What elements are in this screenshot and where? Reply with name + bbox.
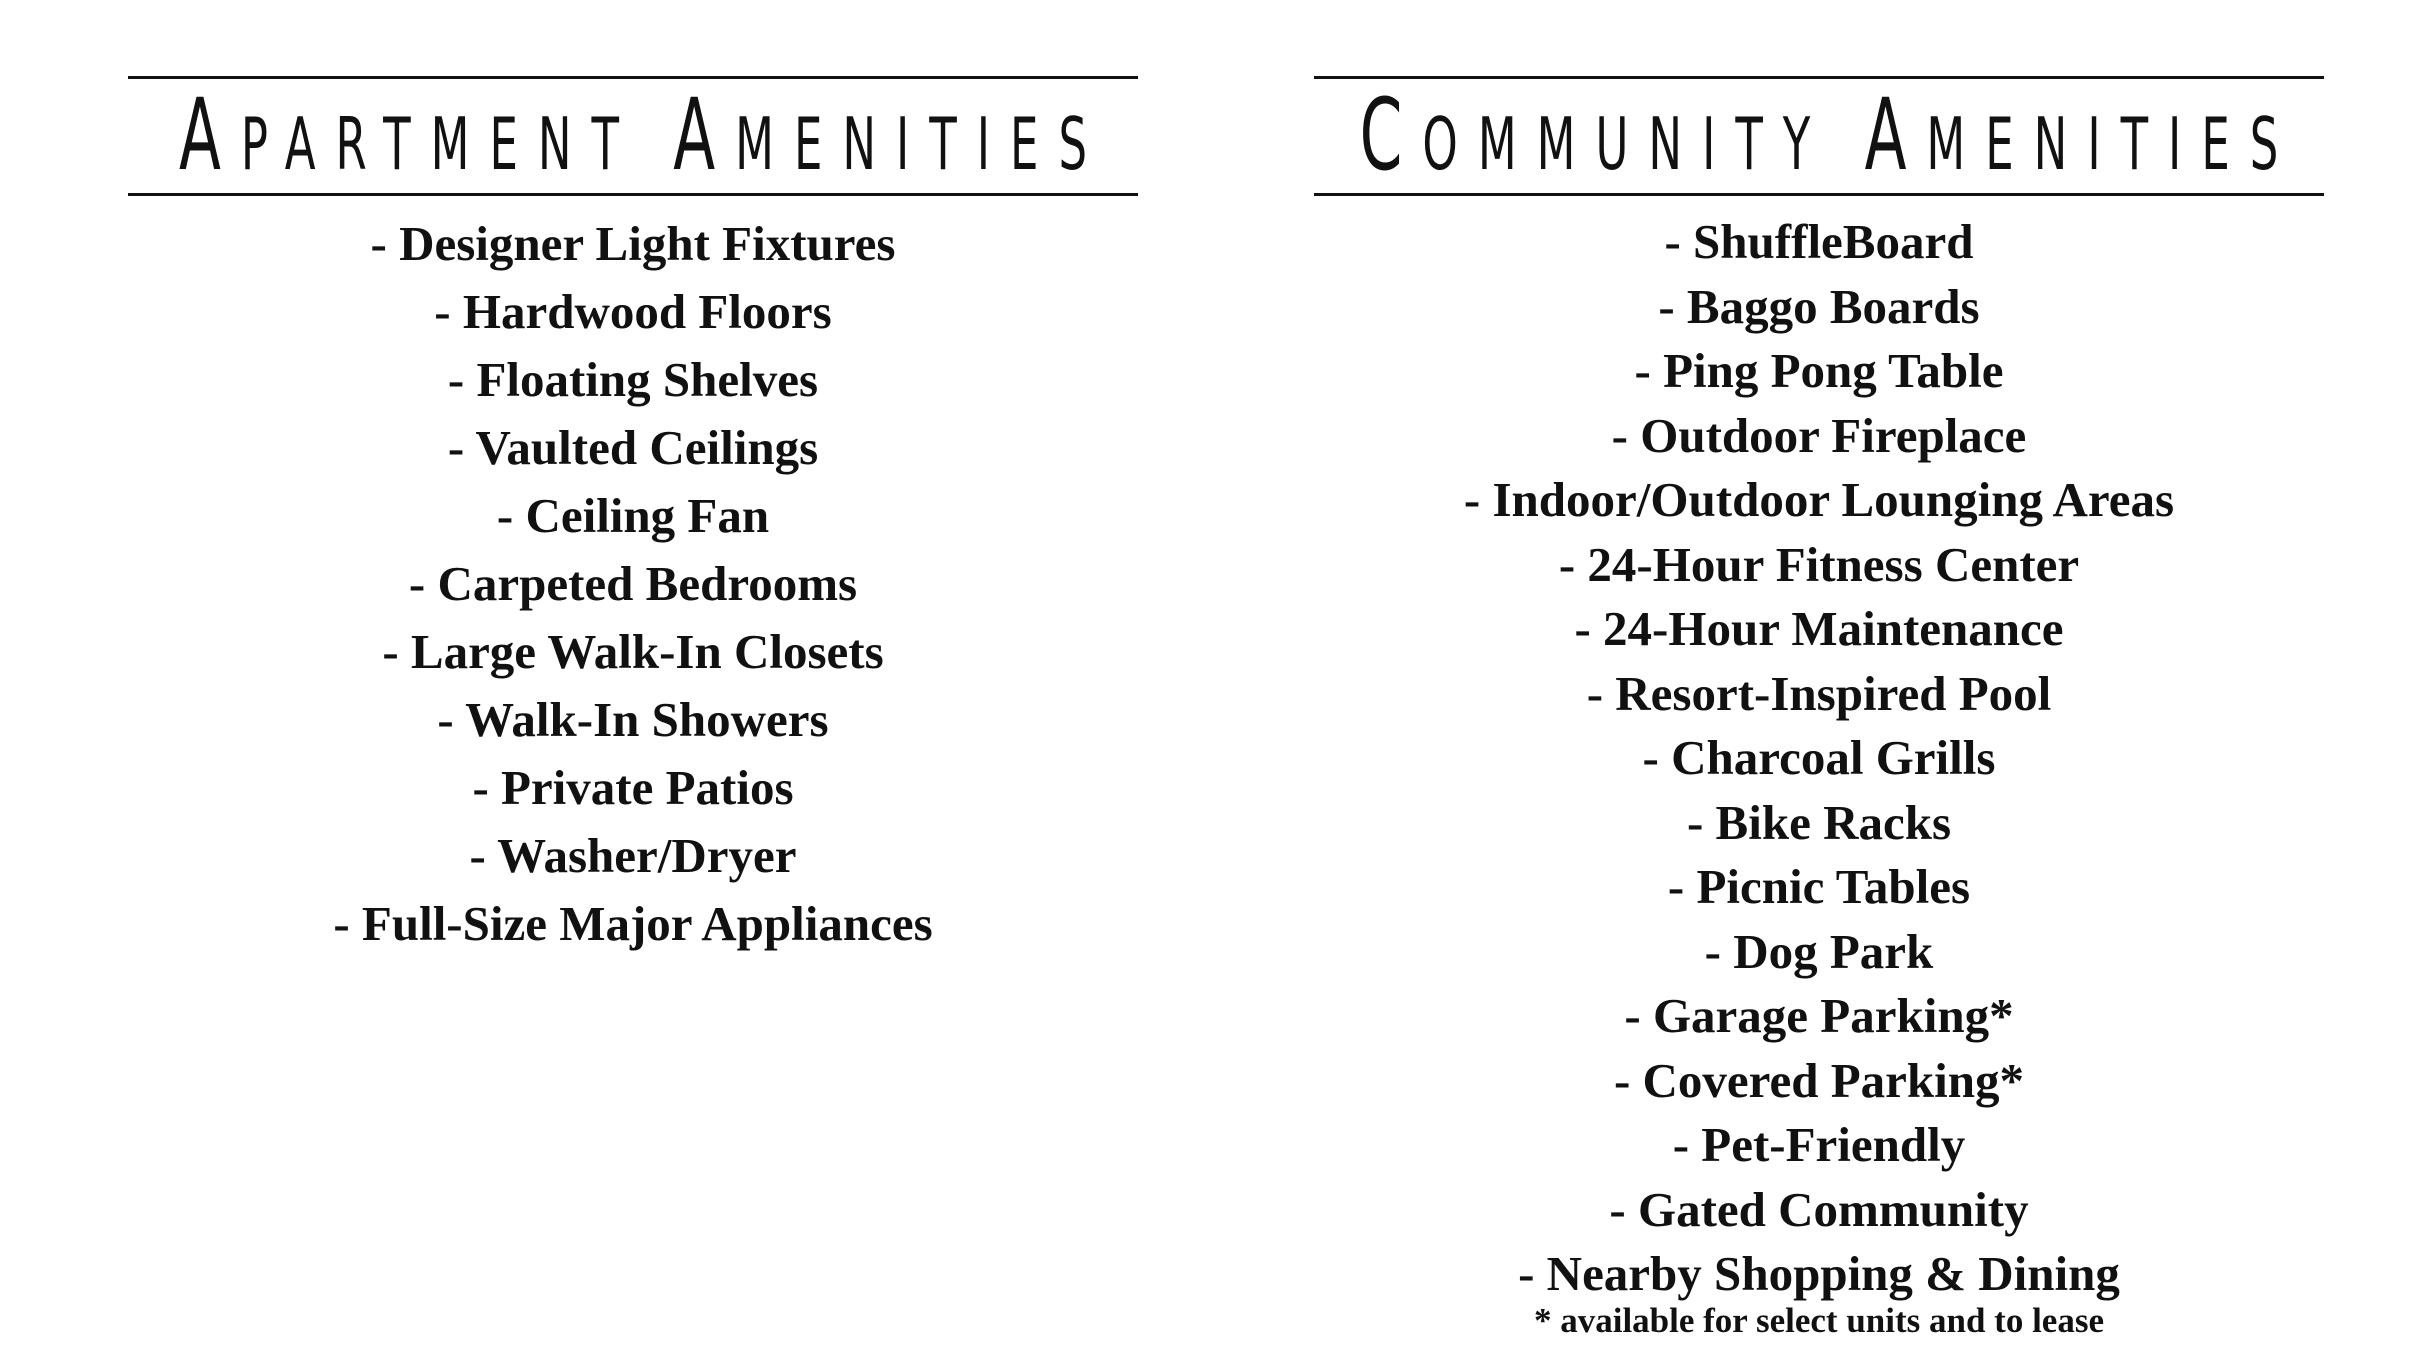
list-item: - Charcoal Grills [1642,730,1996,785]
list-item: - Ceiling Fan [496,488,770,543]
list-item: - Hardwood Floors [434,284,832,339]
list-item: - Picnic Tables [1667,859,1971,914]
list-item: - Dog Park [1704,923,1934,979]
list-item: - Private Patios [472,760,794,815]
community-amenities-heading-block [1314,76,2324,196]
list-item: - Indoor/Outdoor Lounging Areas [1463,472,2175,527]
list-item: - Baggo Boards [1658,278,1980,334]
community-amenities-section [1314,76,2324,1341]
list-item: - Large Walk-In Closets [382,624,884,679]
list-item: - Pet-Friendly [1672,1117,1966,1172]
list-item: - Full-Size Major Appliances [333,896,933,951]
list-item: - Carpeted Bedrooms [408,556,858,611]
list-item: - Walk-In Showers [437,692,829,747]
list-item: - Floating Shelves [447,352,819,407]
list-item: - Resort-Inspired Pool [1586,665,2052,721]
list-item: - Washer/Dryer [469,828,797,883]
apartment-amenities-section [128,76,1138,958]
availability-footnote: * available for select units and to lease [1533,1300,2104,1340]
list-item: - Vaulted Ceilings [447,420,819,475]
list-item: - Bike Racks [1686,794,1952,850]
list-item: - Ping Pong Table [1634,343,2004,398]
apartment-amenities-heading-block [128,76,1138,196]
list-item: - Garage Parking* [1624,988,2014,1043]
list-item: - 24-Hour Fitness Center [1558,536,2080,592]
list-item: - Nearby Shopping & Dining [1518,1246,2120,1301]
list-item: - Covered Parking* [1613,1052,2025,1108]
list-item: - Gated Community [1609,1181,2029,1237]
community-amenities-title: COMMUNITY AMENITIES [1359,78,2299,194]
apartment-amenities-list [128,210,1138,958]
apartment-amenities-title: APARTMENT AMENITIES [178,78,1108,194]
community-amenities-list [1314,210,2324,1307]
list-item: - Outdoor Fireplace [1611,407,2027,463]
list-item: - 24-Hour Maintenance [1574,601,2064,656]
list-item: - Designer Light Fixtures [370,216,896,271]
list-item: - ShuffleBoard [1664,214,1974,269]
